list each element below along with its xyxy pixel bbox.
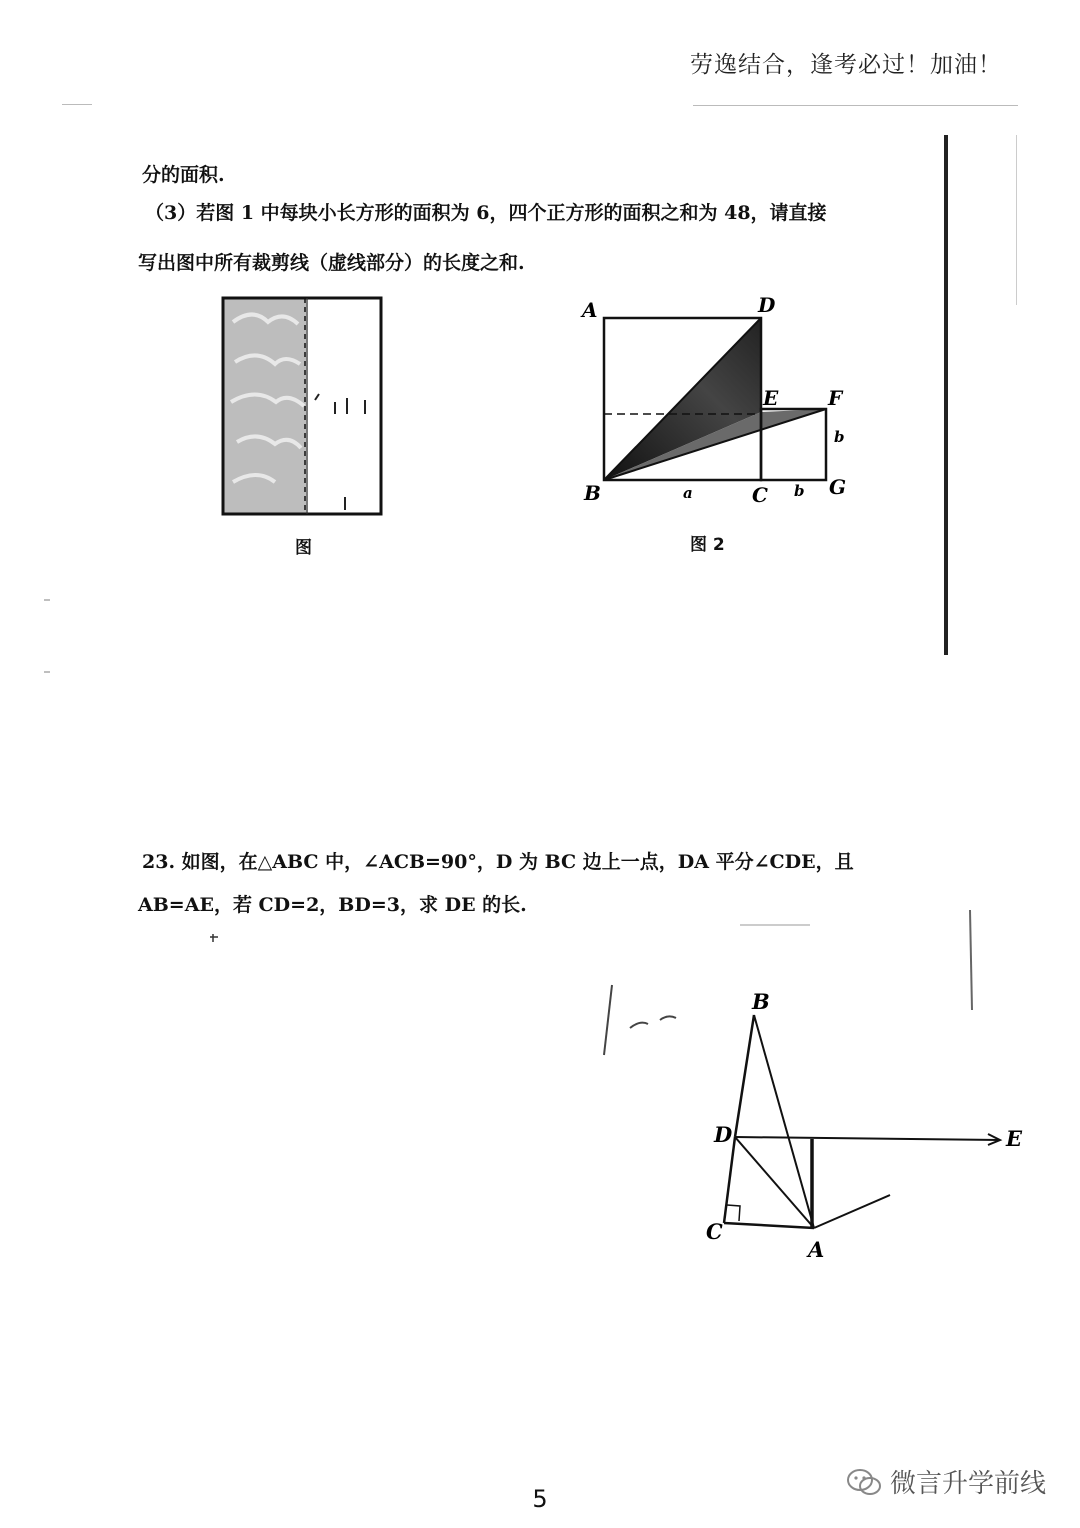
figure3-right-angle xyxy=(727,1205,740,1221)
figure2-label-d: D xyxy=(758,293,776,317)
figure2-label-c: C xyxy=(752,483,768,507)
figure1-caption: 图 xyxy=(295,538,312,558)
watermark xyxy=(846,1463,1046,1500)
figure2-label-side-b: b xyxy=(834,428,845,446)
figure3 xyxy=(690,985,1040,1275)
problem22-part3-line2: 写出图中所有裁剪线（虚线部分）的长度之和. xyxy=(138,252,525,274)
watermark-text: 微言升学前线 xyxy=(889,1469,1046,1499)
problem23-line1: 23. 如图，在△ABC 中，∠ACB=90°，D 为 BC 边上一点，DA 平分∠CDE，且 xyxy=(142,851,854,873)
figure2-label-b: B xyxy=(584,481,601,505)
figure2-label-e: E xyxy=(763,386,779,410)
figure3-segment-bd xyxy=(735,1015,754,1137)
figure3-segment-ae xyxy=(814,1195,890,1228)
problem23-line2: AB=AE，若 CD=2，BD=3，求 DE 的长. xyxy=(138,894,527,916)
figure3-label-c: C xyxy=(706,1219,723,1244)
figure3-label-b: B xyxy=(752,989,770,1014)
problem22-part3-line1: （3）若图 1 中每块小长方形的面积为 6，四个正方形的面积之和为 48，请直接 xyxy=(145,202,827,224)
figure2-label-f: F xyxy=(828,386,843,410)
page-number: 5 xyxy=(532,1485,548,1513)
figure2-caption: 图 2 xyxy=(690,535,725,555)
figure3-segment-dc xyxy=(724,1137,735,1223)
figure3-label-e: E xyxy=(1006,1126,1023,1151)
figure2-label-a: A xyxy=(582,298,598,322)
problem22-tail: 分的面积. xyxy=(142,164,225,186)
figure3-ray-de xyxy=(735,1137,1000,1140)
figure2-label-side-a: a xyxy=(683,484,693,502)
wechat-icon xyxy=(846,1467,882,1497)
figure3-segment-ba xyxy=(754,1015,814,1228)
figure2-label-side-b-bottom: b xyxy=(794,482,805,500)
figure3-segment-ca xyxy=(724,1223,814,1228)
header-motto: 劳逸结合，逢考必过！加油！ xyxy=(690,52,1002,78)
figure2-label-g: G xyxy=(829,475,847,499)
figure3-label-a: A xyxy=(808,1237,825,1262)
figure3-label-d: D xyxy=(714,1122,733,1147)
